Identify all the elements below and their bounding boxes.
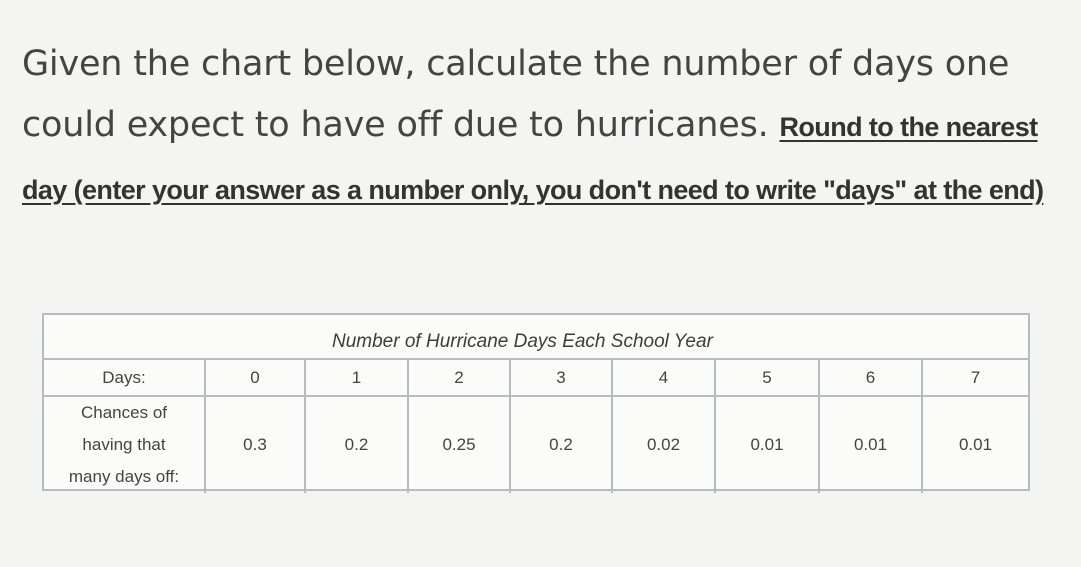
day-cell: 4 (612, 359, 715, 396)
chance-cell: 0.01 (715, 396, 819, 493)
chances-row (44, 396, 1028, 493)
question-instruction: Round to the nearest day (enter your answer as a number only, you don't need to write "days" at the end) (22, 112, 1044, 205)
table-title-text: Number of Hurricane Days Each School Year (332, 331, 713, 352)
chance-cell: 0.25 (408, 396, 510, 493)
question-text (22, 34, 1067, 221)
day-cell: 1 (305, 359, 408, 396)
days-row (44, 359, 1028, 396)
chances-label (44, 396, 205, 493)
day-cell: 5 (715, 359, 819, 396)
day-cell: 6 (819, 359, 922, 396)
days-label: Days: (44, 359, 205, 396)
chance-cell: 0.02 (612, 396, 715, 493)
probability-table (44, 358, 1028, 493)
chances-label-line1: Chances of (81, 403, 167, 422)
chance-cell: 0.3 (205, 396, 305, 493)
chance-cell: 0.01 (819, 396, 922, 493)
table-title (44, 315, 1028, 360)
hurricane-days-table (42, 313, 1030, 491)
chance-cell: 0.2 (305, 396, 408, 493)
day-cell: 2 (408, 359, 510, 396)
question-main: Given the chart below, calculate the number of days one could expect to have off due to hurricanes. (22, 44, 1010, 145)
chance-cell: 0.01 (922, 396, 1028, 493)
day-cell: 3 (510, 359, 612, 396)
day-cell: 0 (205, 359, 305, 396)
day-cell: 7 (922, 359, 1028, 396)
chances-label-line3: many days off: (68, 467, 180, 486)
chances-label-line2: having that (82, 435, 166, 454)
chance-cell: 0.2 (510, 396, 612, 493)
